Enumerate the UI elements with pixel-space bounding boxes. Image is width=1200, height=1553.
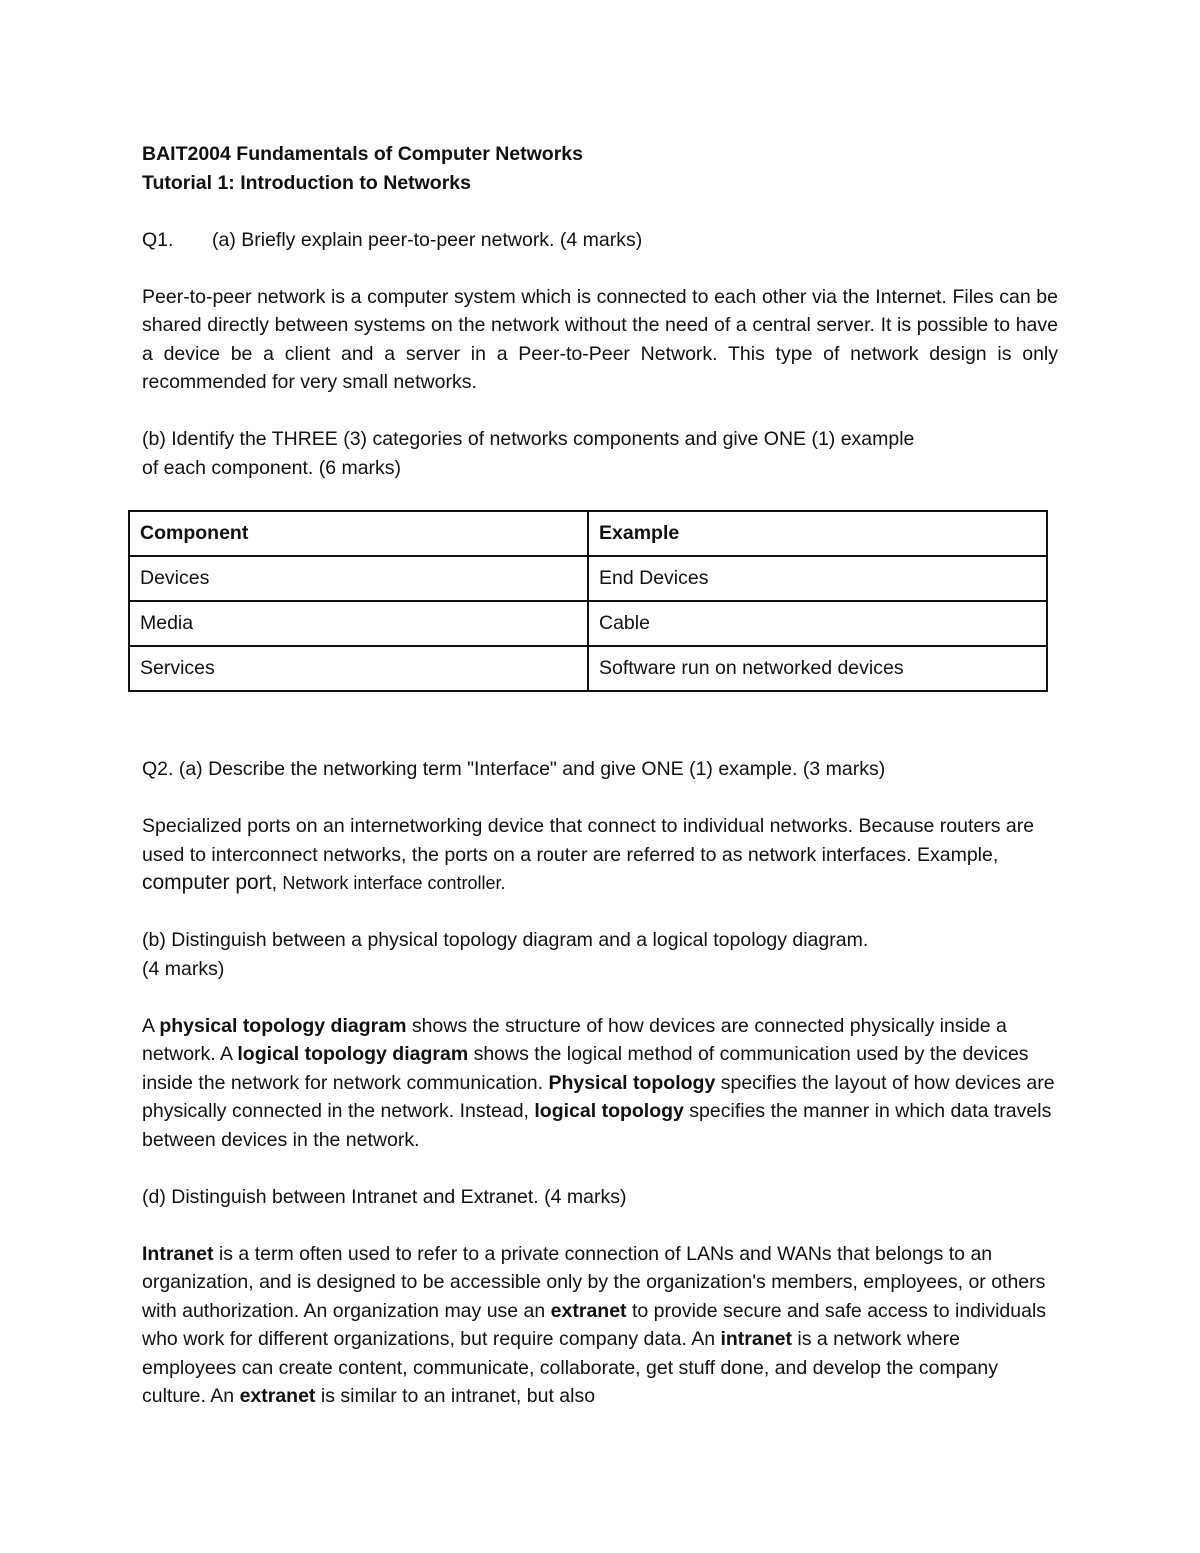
q1-question-a: [142, 226, 1058, 255]
answer-text: to provide secure and safe access to individuals who work for different organizations, but require company data. An: [142, 1299, 1047, 1350]
q1-section: [142, 140, 1058, 482]
q2-d-answer: [142, 1240, 1058, 1411]
answer-text: is similar to an intranet, but also: [315, 1385, 596, 1407]
table-row: [129, 646, 1047, 691]
components-table: [128, 510, 1048, 692]
bold-term: extranet: [550, 1299, 627, 1322]
table-cell: End Devices: [588, 556, 1047, 601]
q2-b-answer: [142, 1012, 1058, 1155]
q2-a-separator: ,: [271, 872, 283, 894]
bold-term: logical topology diagram: [237, 1043, 469, 1065]
q2-a-answer: [142, 812, 1058, 898]
table-cell: Media: [129, 601, 588, 646]
answer-text: specifies the manner in which data travels between devices in the network.: [142, 1100, 1052, 1151]
q2-a-question: Q2. (a) Describe the networking term "Interface" and give ONE (1) example. (3 marks): [142, 758, 886, 780]
table-row: [129, 601, 1047, 646]
bold-term: intranet: [720, 1328, 792, 1350]
q2-d-question: (d) Distinguish between Intranet and Extranet. (4 marks): [142, 1185, 627, 1208]
course-title: BAIT2004 Fundamentals of Computer Networks: [142, 143, 583, 165]
table-header-cell: Example: [588, 511, 1047, 556]
answer-text: A: [142, 1014, 160, 1037]
answer-text: shows the structure of how devices are connected physically inside a network. A: [142, 1014, 1007, 1065]
q2-b-question-line2: (4 marks): [142, 957, 225, 980]
q2-a-answer-text: Specialized ports on an internetworking device that connect to individual networks. Because routers are used to interconnect networks, the ports on a router are referred to as network interfaces. Example,: [142, 815, 1035, 866]
tutorial-title: Tutorial 1: Introduction to Networks: [142, 171, 471, 194]
q1-number: Q1.: [142, 228, 174, 251]
table-header-cell: Component: [129, 511, 588, 556]
answer-text: specifies the layout of how devices are physically connected in the network. Instead,: [142, 1071, 1055, 1122]
bold-term: Physical topology: [548, 1071, 716, 1094]
answer-text: shows the logical method of communication used by the devices inside the network for network communication.: [142, 1043, 1029, 1094]
q2-b-question-line1: (b) Distinguish between a physical topology diagram and a logical topology diagram.: [142, 929, 869, 951]
q2-a-example-2: Network interface controller.: [282, 873, 506, 893]
table-row: [129, 556, 1047, 601]
table-cell: Services: [129, 646, 588, 691]
table-header-row: [129, 511, 1047, 556]
bold-term: extranet: [239, 1385, 316, 1407]
bold-term: logical topology: [534, 1100, 684, 1122]
bold-term: physical topology diagram: [159, 1014, 407, 1037]
table-cell: Software run on networked devices: [588, 646, 1047, 691]
table-cell: Devices: [129, 556, 588, 601]
q2-section: [142, 755, 1058, 1411]
q2-a-example-1: computer port: [142, 871, 272, 894]
q1-b-question-line1: (b) Identify the THREE (3) categories of networks components and give ONE (1) example: [142, 428, 915, 450]
answer-text: is a term often used to refer to a private connection of LANs and WANs that belongs to an organization, and is designed to be accessible only by the organization's members, employees, or others with authorization. An organization may use an: [142, 1242, 1046, 1322]
q1-a-question-text: (a) Briefly explain peer-to-peer network. (4 marks): [212, 228, 643, 251]
q1-a-answer: Peer-to-peer network is a computer system which is connected to each other via the Internet. Files can be shared directly between systems on the network without the need of a central server. It is possible to have a device be a client and a server in a Peer-to-Peer Network. This type of network design is only recommended for very small networks.: [142, 285, 1058, 393]
q1-b-question-line2: of each component. (6 marks): [142, 456, 402, 479]
bold-term: Intranet: [142, 1242, 214, 1265]
answer-text: is a network where employees can create content, communicate, collaborate, get stuff done, and develop the company culture. An: [142, 1328, 999, 1407]
table-cell: Cable: [588, 601, 1047, 646]
